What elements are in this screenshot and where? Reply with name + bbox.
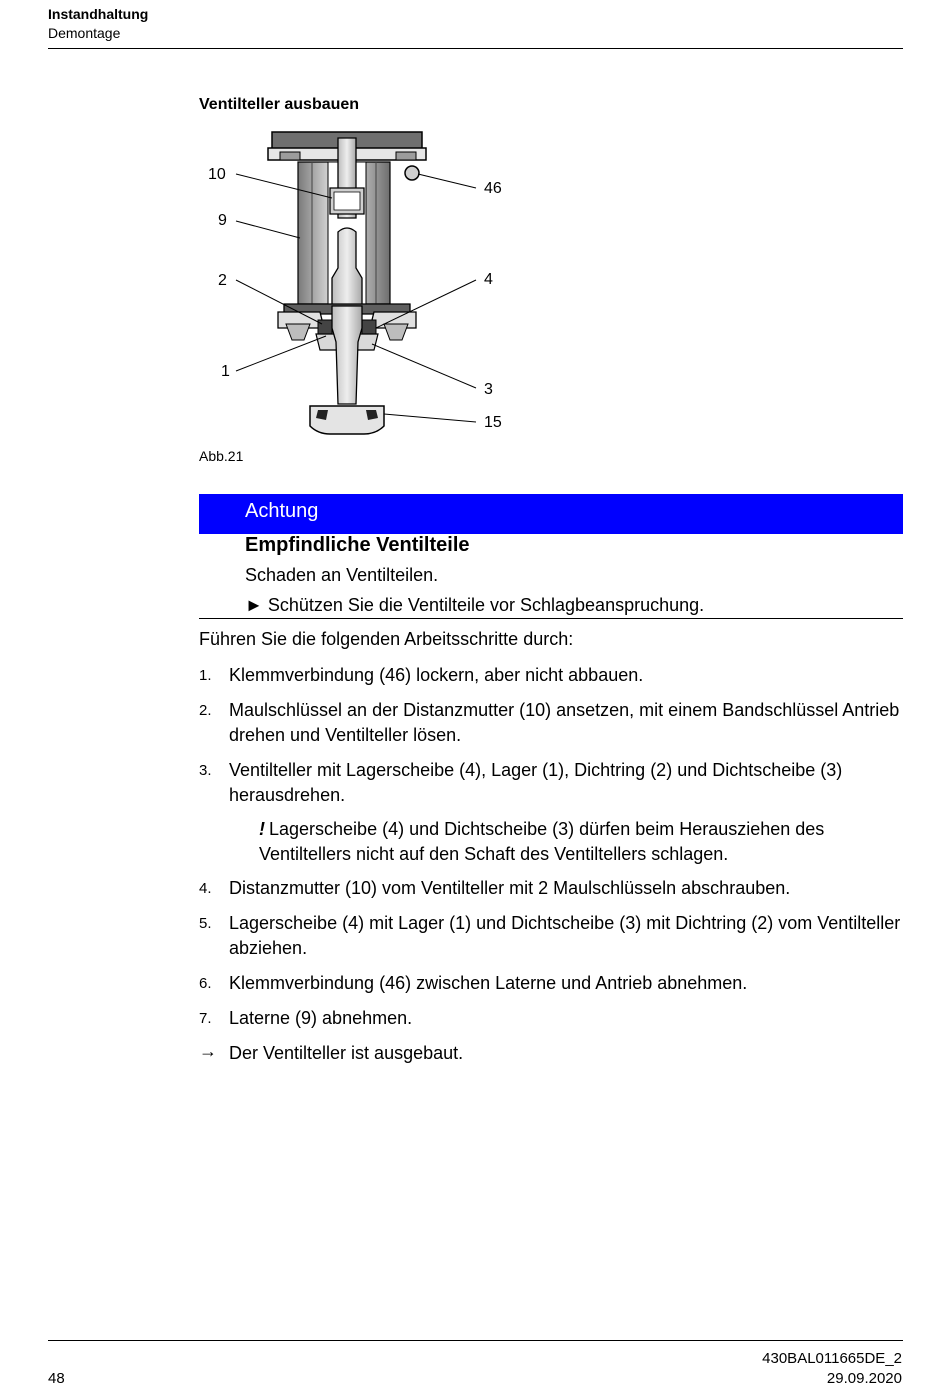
header-subtitle: Demontage [48,25,121,41]
document-id: 430BAL011665DE_2 [762,1350,902,1367]
step-number: 6. [199,975,212,992]
step-text: Klemmverbindung (46) lockern, aber nicht abbauen. [229,665,644,685]
step-text: Lagerscheibe (4) mit Lager (1) und Dichtscheibe (3) mit Dichtring (2) vom Ventilteller abziehen. [229,913,901,958]
header-rule [48,48,903,49]
callout-label: 1 [221,363,230,380]
step-text: Maulschlüssel an der Distanzmutter (10) ansetzen, mit einem Bandschlüssel Antrieb drehen und Ventilteller lösen. [229,700,900,745]
footer-rule [48,1340,903,1341]
page-number: 48 [48,1370,65,1387]
notice-action-text: Schützen Sie die Ventilteile vor Schlagbeanspruchung. [267,595,705,615]
callout-label: 2 [218,272,227,289]
valve-disc-illustration [200,128,520,448]
step-number: 4. [199,880,212,897]
section-title: Ventilteller ausbauen [199,96,360,113]
callout-label: 9 [218,212,227,229]
step-number: 2. [199,702,212,719]
step-number: 3. [199,762,212,779]
step-number: 5. [199,915,212,932]
step-number: 7. [199,1010,212,1027]
callout-label: 4 [484,271,493,288]
warning-text: Lagerscheibe (4) und Dichtscheibe (3) dürfen beim Herausziehen des Ventiltellers nicht auf den Schaft des Ventiltellers schlagen. [259,819,825,864]
notice-bottom-rule [199,618,903,619]
header-title: Instandhaltung [48,6,149,22]
callout-label: 10 [208,166,226,183]
document-date: 29.09.2020 [826,1370,902,1387]
step-text: Klemmverbindung (46) zwischen Laterne und Antrieb abnehmen. [229,973,748,993]
step-warning [259,817,899,867]
triangle-right-icon: ► [245,595,263,615]
result-text: Der Ventilteller ist ausgebaut. [229,1043,464,1063]
notice-action [245,595,704,616]
instruction-intro: Führen Sie die folgenden Arbeitsschritte durch: [199,629,574,649]
figure-caption: Abb.21 [199,448,244,464]
notice-heading: Achtung [245,500,319,522]
callout-label: 46 [484,180,502,197]
callout-label: 15 [484,414,502,431]
notice-title: Empfindliche Ventilteile [245,534,470,556]
step-number: 1. [199,667,212,684]
callout-label: 3 [484,381,493,398]
result-arrow-icon: → [199,1041,217,1061]
notice-text: Schaden an Ventilteilen. [245,565,439,585]
step-text: Ventilteller mit Lagerscheibe (4), Lager (1), Dichtring (2) und Dichtscheibe (3) herausdrehen. [229,760,843,805]
step-text: Laterne (9) abnehmen. [229,1008,413,1028]
exclamation-icon: ! [259,819,265,839]
step-text: Distanzmutter (10) vom Ventilteller mit 2 Maulschlüsseln abschrauben. [229,878,791,898]
